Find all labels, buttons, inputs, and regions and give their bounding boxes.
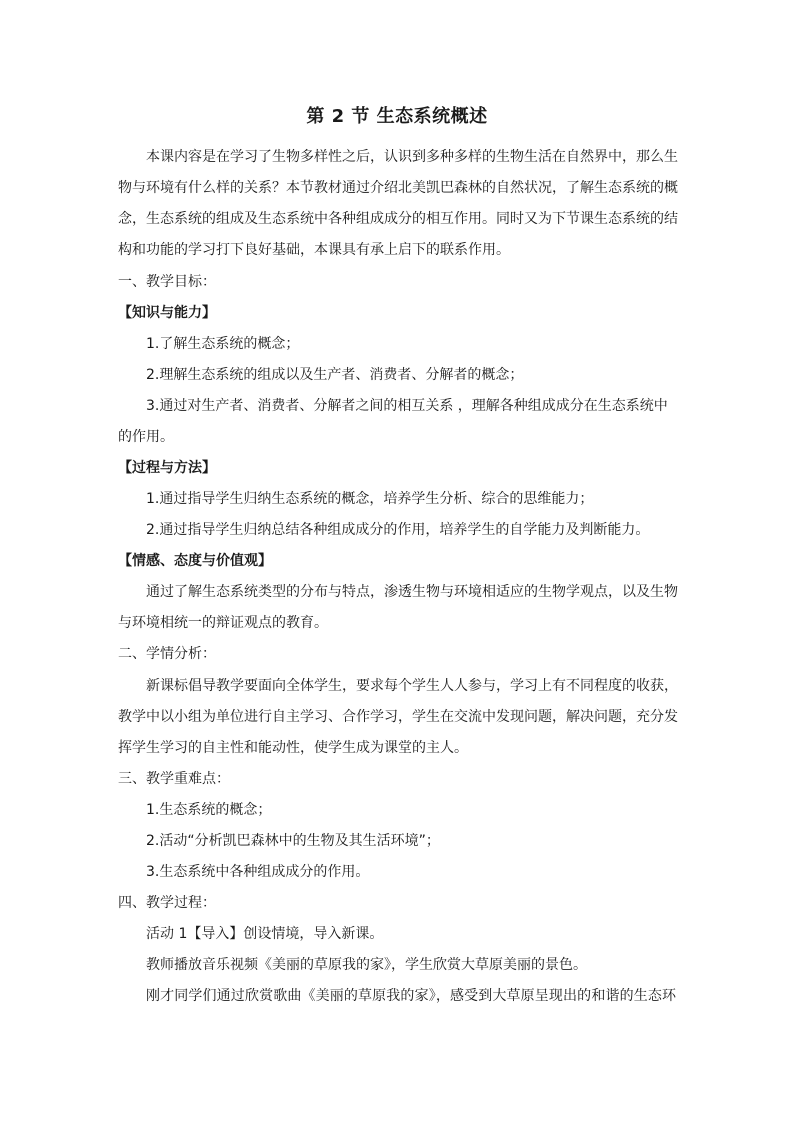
intro-line: 物与环境有什么样的关系？本节教材通过介绍北美凯巴森林的自然状况，了解生态系统的概 [118, 180, 678, 196]
analysis-line: 教学中以小组为单位进行自主学习、合作学习，学生在交流中发现问题，解决问题，充分发 [118, 709, 678, 725]
knowledge-item: 2.理解生态系统的组成以及生产者、消费者、分解者的概念； [146, 367, 524, 383]
knowledge-item: 的作用。 [118, 429, 174, 445]
key-point-item: 1.生态系统的概念； [146, 802, 272, 818]
process-item: 2.通过指导学生归纳总结各种组成成分的作用，培养学生的自学能力及判断能力。 [146, 522, 650, 538]
knowledge-item: 3.通过对生产者、消费者、分解者之间的相互关系 ，理解各种组成成分在生态系统中 [146, 398, 668, 414]
teaching-process-line: 教师播放音乐视频《美丽的草原我的家》，学生欣赏大草原美丽的景色。 [146, 957, 587, 973]
key-point-item: 2.活动“分析凯巴森林中的生物及其生活环境”； [146, 833, 440, 849]
subheading-emotion: 【情感、态度与价值观】 [118, 553, 272, 569]
section-heading-analysis: 二、学情分析： [118, 646, 216, 662]
emotion-line: 与环境相统一的辩证观点的教育。 [118, 615, 328, 631]
subheading-knowledge: 【知识与能力】 [118, 305, 216, 321]
analysis-line: 新课标倡导教学要面向全体学生，要求每个学生人人参与，学习上有不同程度的收获， [146, 678, 678, 694]
analysis-line: 挥学生学习的自主性和能动性，使学生成为课堂的主人。 [118, 740, 468, 756]
teaching-process-line: 刚才同学们通过欣赏歌曲《美丽的草原我的家》，感受到大草原呈现出的和谐的生态环 [146, 988, 676, 1004]
section-heading-process: 四、教学过程： [118, 895, 216, 911]
intro-line: 构和功能的学习打下良好基础，本课具有承上启下的联系作用。 [118, 242, 510, 258]
subheading-process: 【过程与方法】 [118, 460, 216, 476]
document-title: 第 2 节 生态系统概述 [306, 106, 488, 127]
section-heading-key-points: 三、教学重难点： [118, 771, 230, 787]
process-item: 1.通过指导学生归纳生态系统的概念，培养学生分析、综合的思维能力； [146, 491, 594, 507]
intro-line: 念，生态系统的组成及生态系统中各种组成成分的相互作用。同时又为下节课生态系统的结 [118, 211, 678, 227]
emotion-line: 通过了解生态系统类型的分布与特点，渗透生物与环境相适应的生物学观点，以及生物 [146, 584, 678, 600]
section-heading-objectives: 一、教学目标： [118, 274, 216, 290]
knowledge-item: 1.了解生态系统的概念； [146, 336, 300, 352]
teaching-process-line: 活动 1【导入】创设情境，导入新课。 [146, 926, 384, 942]
key-point-item: 3.生态系统中各种组成成分的作用。 [146, 864, 370, 880]
intro-line: 本课内容是在学习了生物多样性之后，认识到多种多样的生物生活在自然界中，那么生 [146, 149, 678, 165]
